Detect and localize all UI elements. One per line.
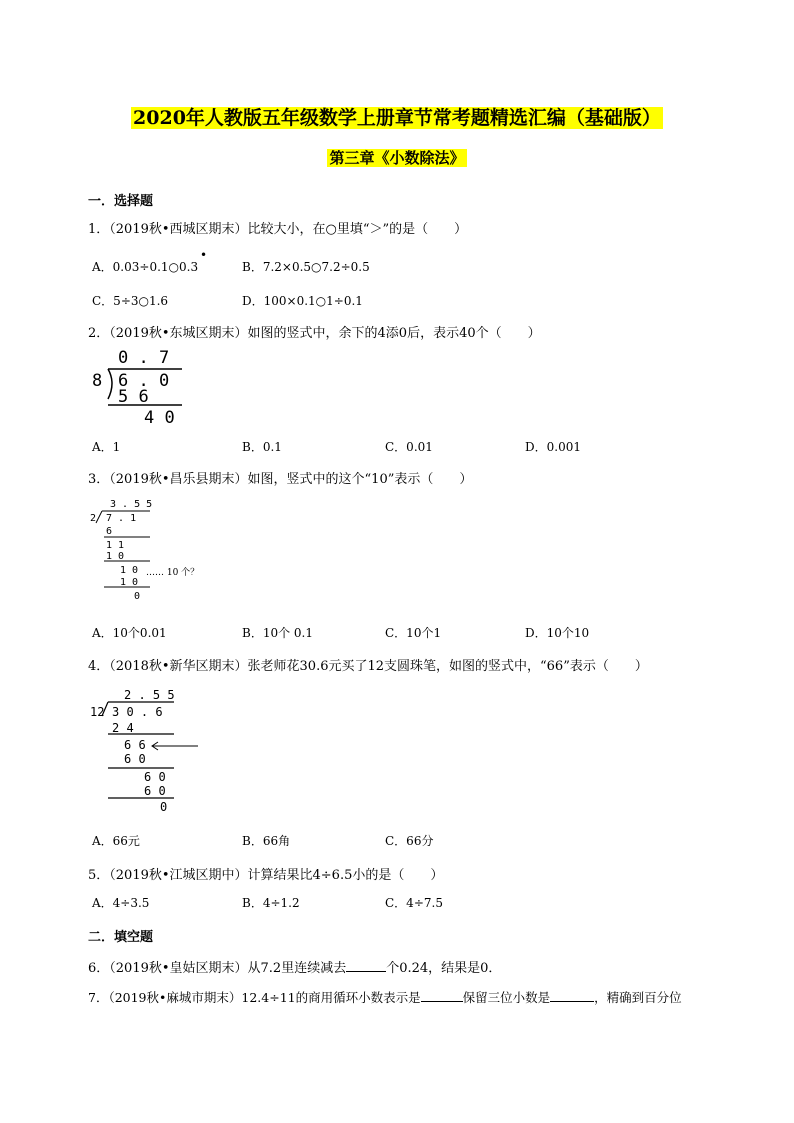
q7-text-mid: 保留三位小数是 [462, 990, 551, 1005]
q3-option-c: C．10个1 [385, 626, 442, 640]
q3-option-d: D．10个10 [525, 626, 590, 640]
q3-row-5: 1 0 [120, 577, 139, 588]
q3-row-1: 6 [106, 526, 113, 537]
q5-option-b: B．4÷1.2 [242, 896, 300, 910]
q4-row-5: 6 0 [144, 784, 166, 798]
q4-row-4: 6 0 [144, 770, 166, 784]
q4-row-2: 6 6 [124, 738, 146, 752]
q3-row-3: 1 0 [106, 551, 125, 562]
page-subtitle: 第三章《小数除法》 [329, 149, 465, 167]
q2-option-d: D．0.001 [525, 440, 581, 454]
q3-dividend: 7 . 1 [106, 513, 137, 524]
q2-option-c: C．0.01 [385, 440, 433, 454]
q3-division-figure [88, 495, 228, 613]
q6-answer-blank[interactable] [346, 960, 386, 972]
q1-option-a: A．0.03÷0.1○0.3 [92, 260, 199, 274]
question-5-stem: 5．（2019秋•江城区期中）计算结果比4÷6.5小的是（ ） [88, 868, 444, 883]
section-heading-fill-in: 二．填空题 [88, 930, 154, 945]
q5-option-a: A．4÷3.5 [92, 896, 150, 910]
q2-option-a: A．1 [92, 440, 121, 454]
q7-text-post: ，精确到百分位 [594, 990, 682, 1005]
q7-text-pre: 7．（2019秋•麻城市期末）12.4÷11的商用循环小数表示是 [88, 990, 421, 1005]
section-heading-choice: 一．选择题 [88, 194, 154, 209]
q4-quotient: 2 . 5 5 [124, 688, 175, 702]
repeating-dot: • [200, 248, 208, 262]
q4-row-3: 6 0 [124, 752, 146, 766]
q4-dividend: 3 0 . 6 [112, 705, 163, 719]
q6-text-post: 个0.24，结果是0． [386, 961, 502, 976]
q1-option-d: D．100×0.1○1÷0.1 [242, 294, 363, 308]
q3-divisor: 2 [90, 513, 97, 524]
q3-row-2: 1 1 [106, 540, 125, 551]
question-3-stem: 3．（2019秋•昌乐县期末）如图，竖式中的这个“10”表示（ ） [88, 472, 473, 487]
q2-subtrahend: 5 6 [118, 387, 149, 407]
q4-option-c: C．66分 [385, 834, 434, 848]
q4-row-6: 0 [160, 800, 168, 814]
q2-option-b: B．0.1 [242, 440, 282, 454]
q1-option-c: C．5÷3○1.6 [92, 294, 169, 308]
q4-division-figure [88, 686, 208, 818]
question-2-stem: 2．（2019秋•东城区期末）如图的竖式中，余下的4添0后，表示40个（ ） [88, 326, 541, 341]
question-6 [88, 957, 501, 976]
question-4-stem: 4．（2018秋•新华区期末）张老师花30.6元买了12支圆珠笔，如图的竖式中，“66”表示（ ） [88, 659, 648, 674]
q4-option-b: B．66角 [242, 834, 291, 848]
q7-answer-blank-1[interactable] [421, 990, 463, 1002]
q3-quotient: 3 . 5 5 [110, 499, 153, 510]
page-title: 2020年人教版五年级数学上册章节常考题精选汇编（基础版） [133, 107, 661, 129]
q3-note: …… 10 个？ [146, 568, 200, 578]
q4-divisor: 12 [90, 705, 105, 719]
q2-dividend: 6 . 0 [118, 371, 170, 391]
q5-option-c: C．4÷7.5 [385, 896, 443, 910]
q4-option-a: A．66元 [92, 834, 140, 848]
q2-divisor: 8 [92, 371, 103, 391]
q3-option-a: A．10个0.01 [92, 626, 167, 640]
q3-row-4: 1 0 [120, 565, 139, 576]
q2-remainder: 4 0 [144, 408, 175, 428]
q1-option-b: B．7.2×0.5○7.2÷0.5 [242, 260, 370, 274]
question-7 [88, 988, 682, 1006]
q4-row-1: 2 4 [112, 721, 134, 735]
question-1-stem: 1．（2019秋•西城区期末）比较大小，在○里填“＞”的是（ ） [88, 222, 468, 237]
q6-text-pre: 6．（2019秋•皇姑区期末）从7.2里连续减去 [88, 961, 347, 976]
q7-answer-blank-2[interactable] [550, 990, 594, 1002]
q2-quotient: 0 . 7 [118, 348, 170, 368]
q2-division-figure [90, 347, 190, 429]
q3-row-6: 0 [134, 591, 141, 602]
q3-option-b: B．10个 0.1 [242, 626, 313, 640]
